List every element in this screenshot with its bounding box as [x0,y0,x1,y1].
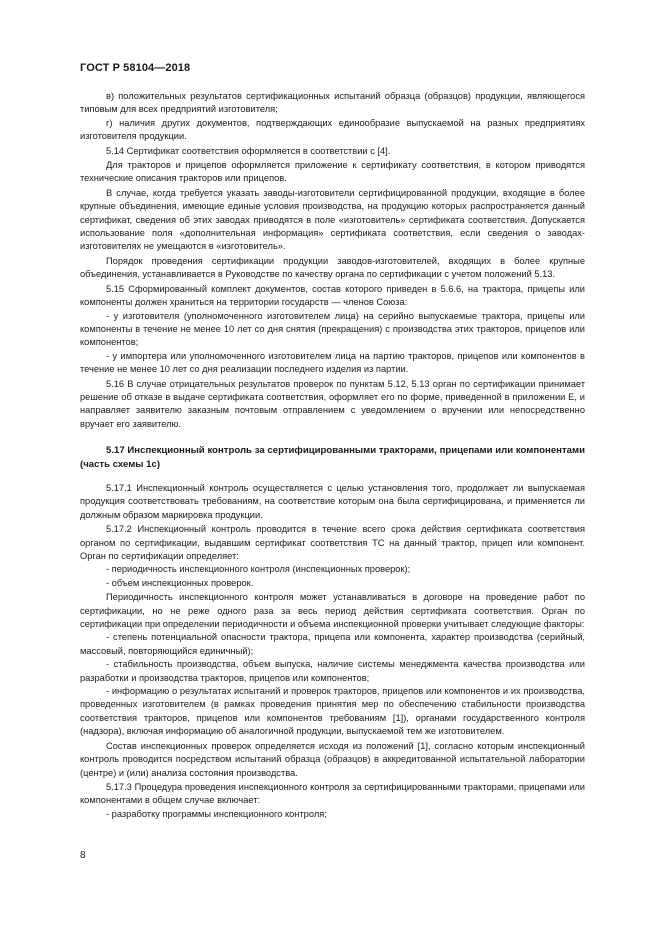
paragraph-5-17-1: 5.17.1 Инспекционный контроль осуществляется с целью установления того, продолжает ли выпускаемая продукция соответствовать требованиям, на соответствие которым она была сертифицирована, и применяется ли должным образом маркировка продукции. [80,482,585,520]
paragraph-procedure: Порядок проведения сертификации продукции заводов-изготовителей, входящих в более крупные объединения, устанавливается в Руководстве по качеству органа по сертификации с учетом положений 5.13. [80,255,585,280]
list-item-danger: - степень потенциальной опасности трактора, прицепа или компонента, характер производства (серийный, массовый, повторяющийся единичный); [80,632,585,656]
list-item-importer: - у импортера или уполномоченного изготовителем лица на партию тракторов, прицепов или компонентов в течение не менее 10 лет со дня реализации последнего изделия из партии. [80,350,585,375]
document-body [80,90,585,821]
list-item-stability: - стабильность производства, объем выпуска, наличие системы менеджмента качества производства или разработки и производства тракторов, прицепов или компонентов; [80,659,585,683]
list-item-scope: - объем инспекционных проверок. [106,577,254,588]
paragraph-composition: Состав инспекционных проверок определяется исходя из положений [1], согласно которым инспекционный контроль проводится посредством испытаний образца (образцов) в аккредитованной испытательной лаборатории (центре) и (или) анализа состояния производства. [80,740,585,778]
list-item-periodicity: - периодичность инспекционного контроля (инспекционных проверок); [106,564,411,575]
list-item-program: - разработку программы инспекционного контроля; [106,808,327,819]
page-number: 8 [80,850,86,861]
paragraph-factories: В случае, когда требуется указать заводы-изготовители сертифицированной продукции, входящие в более крупные объединения, имеющие единые условия производства, на продукцию которых распространяется данный сертификат, сведения об этих заводах приводятся в поле «изготовитель» сертификата соответствия. Допускается использование поля «дополнительная информация» сертификата соответствия, если сведения о заводах-изготовителях не умещаются в «изготовитель». [80,187,585,252]
list-item-manufacturer: - у изготовителя (уполномоченного изготовителем лица) на серийно выпускаемые трактора, прицепы или компоненты в течение не менее 10 лет со дня снятия (прекращения) с производства этих тракторов, прицепов или компонентов; [80,310,585,348]
paragraph-5-14: 5.14 Сертификат соответствия оформляется в соответствии с [4]. [106,145,391,156]
paragraph-5-17-3: 5.17.3 Процедура проведения инспекционного контроля за сертифицированными тракторами, прицепами или компонентами в общем случае включает: [80,781,585,806]
list-item-information: - информацию о результатах испытаний и проверок тракторов, прицепов или компонентов и их производства, проведенных изготовителем (в рамках проведения принятия мер по обеспечению стабильности производства соответствия тракторов, прицепов или компонентов требованиям [1]), органами государственного контроля (надзора), включая информацию об аналогичной продукции, выпускаемой тем же изготовителем. [80,686,585,737]
paragraph-appendix: Для тракторов и прицепов оформляется приложение к сертификату соответствия, в котором приводятся технические описания тракторов или прицепов. [80,160,585,184]
paragraph-periodicity: Периодичность инспекционного контроля может устанавливаться в договоре на проведение работ по сертификации, но не реже одного раза за весь период действия сертификата соответствия. Орган по сертификации при определении периодичности и объема инспекционной проверки учитывает следующие факторы: [80,592,585,630]
paragraph-item-v: в) положительных результатов сертификационных испытаний образца (образцов) продукции, являющегося типовым для всех предприятий изготовителя; [80,91,585,115]
paragraph-5-16: 5.16 В случае отрицательных результатов проверок по пунктам 5.12, 5.13 орган по сертификации принимает решение об отказе в выдаче сертификата соответствия, оформляет его по форме, приведенной в приложении Е, и направляет заявителю заказным почтовым отправлением с уведомлением о вручении или непосредственно вручает его заявителю. [80,378,585,429]
document-header: ГОСТ Р 58104—2018 [80,62,191,74]
section-heading-5-17: 5.17 Инспекционный контроль за сертифицированными тракторами, прицепами или компонентами (часть схемы 1с) [80,445,585,470]
paragraph-item-g: г) наличия других документов, подтверждающих единообразие выпускаемой на разных предприятиях изготовителя продукции. [80,117,585,142]
paragraph-5-17-2: 5.17.2 Инспекционный контроль проводится в течение всего срока действия сертификата соответствия органом по сертификации, выдавшим сертификат соответствия ТС на данный трактор, прицеп или компонент. Орган по сертификации определяет: [80,524,585,561]
paragraph-5-15: 5.15 Сформированный комплект документов, состав которого приведен в 5.6.6, на трактора, прицепы или компоненты должен храниться на территории государств — членов Союза: [80,283,585,308]
